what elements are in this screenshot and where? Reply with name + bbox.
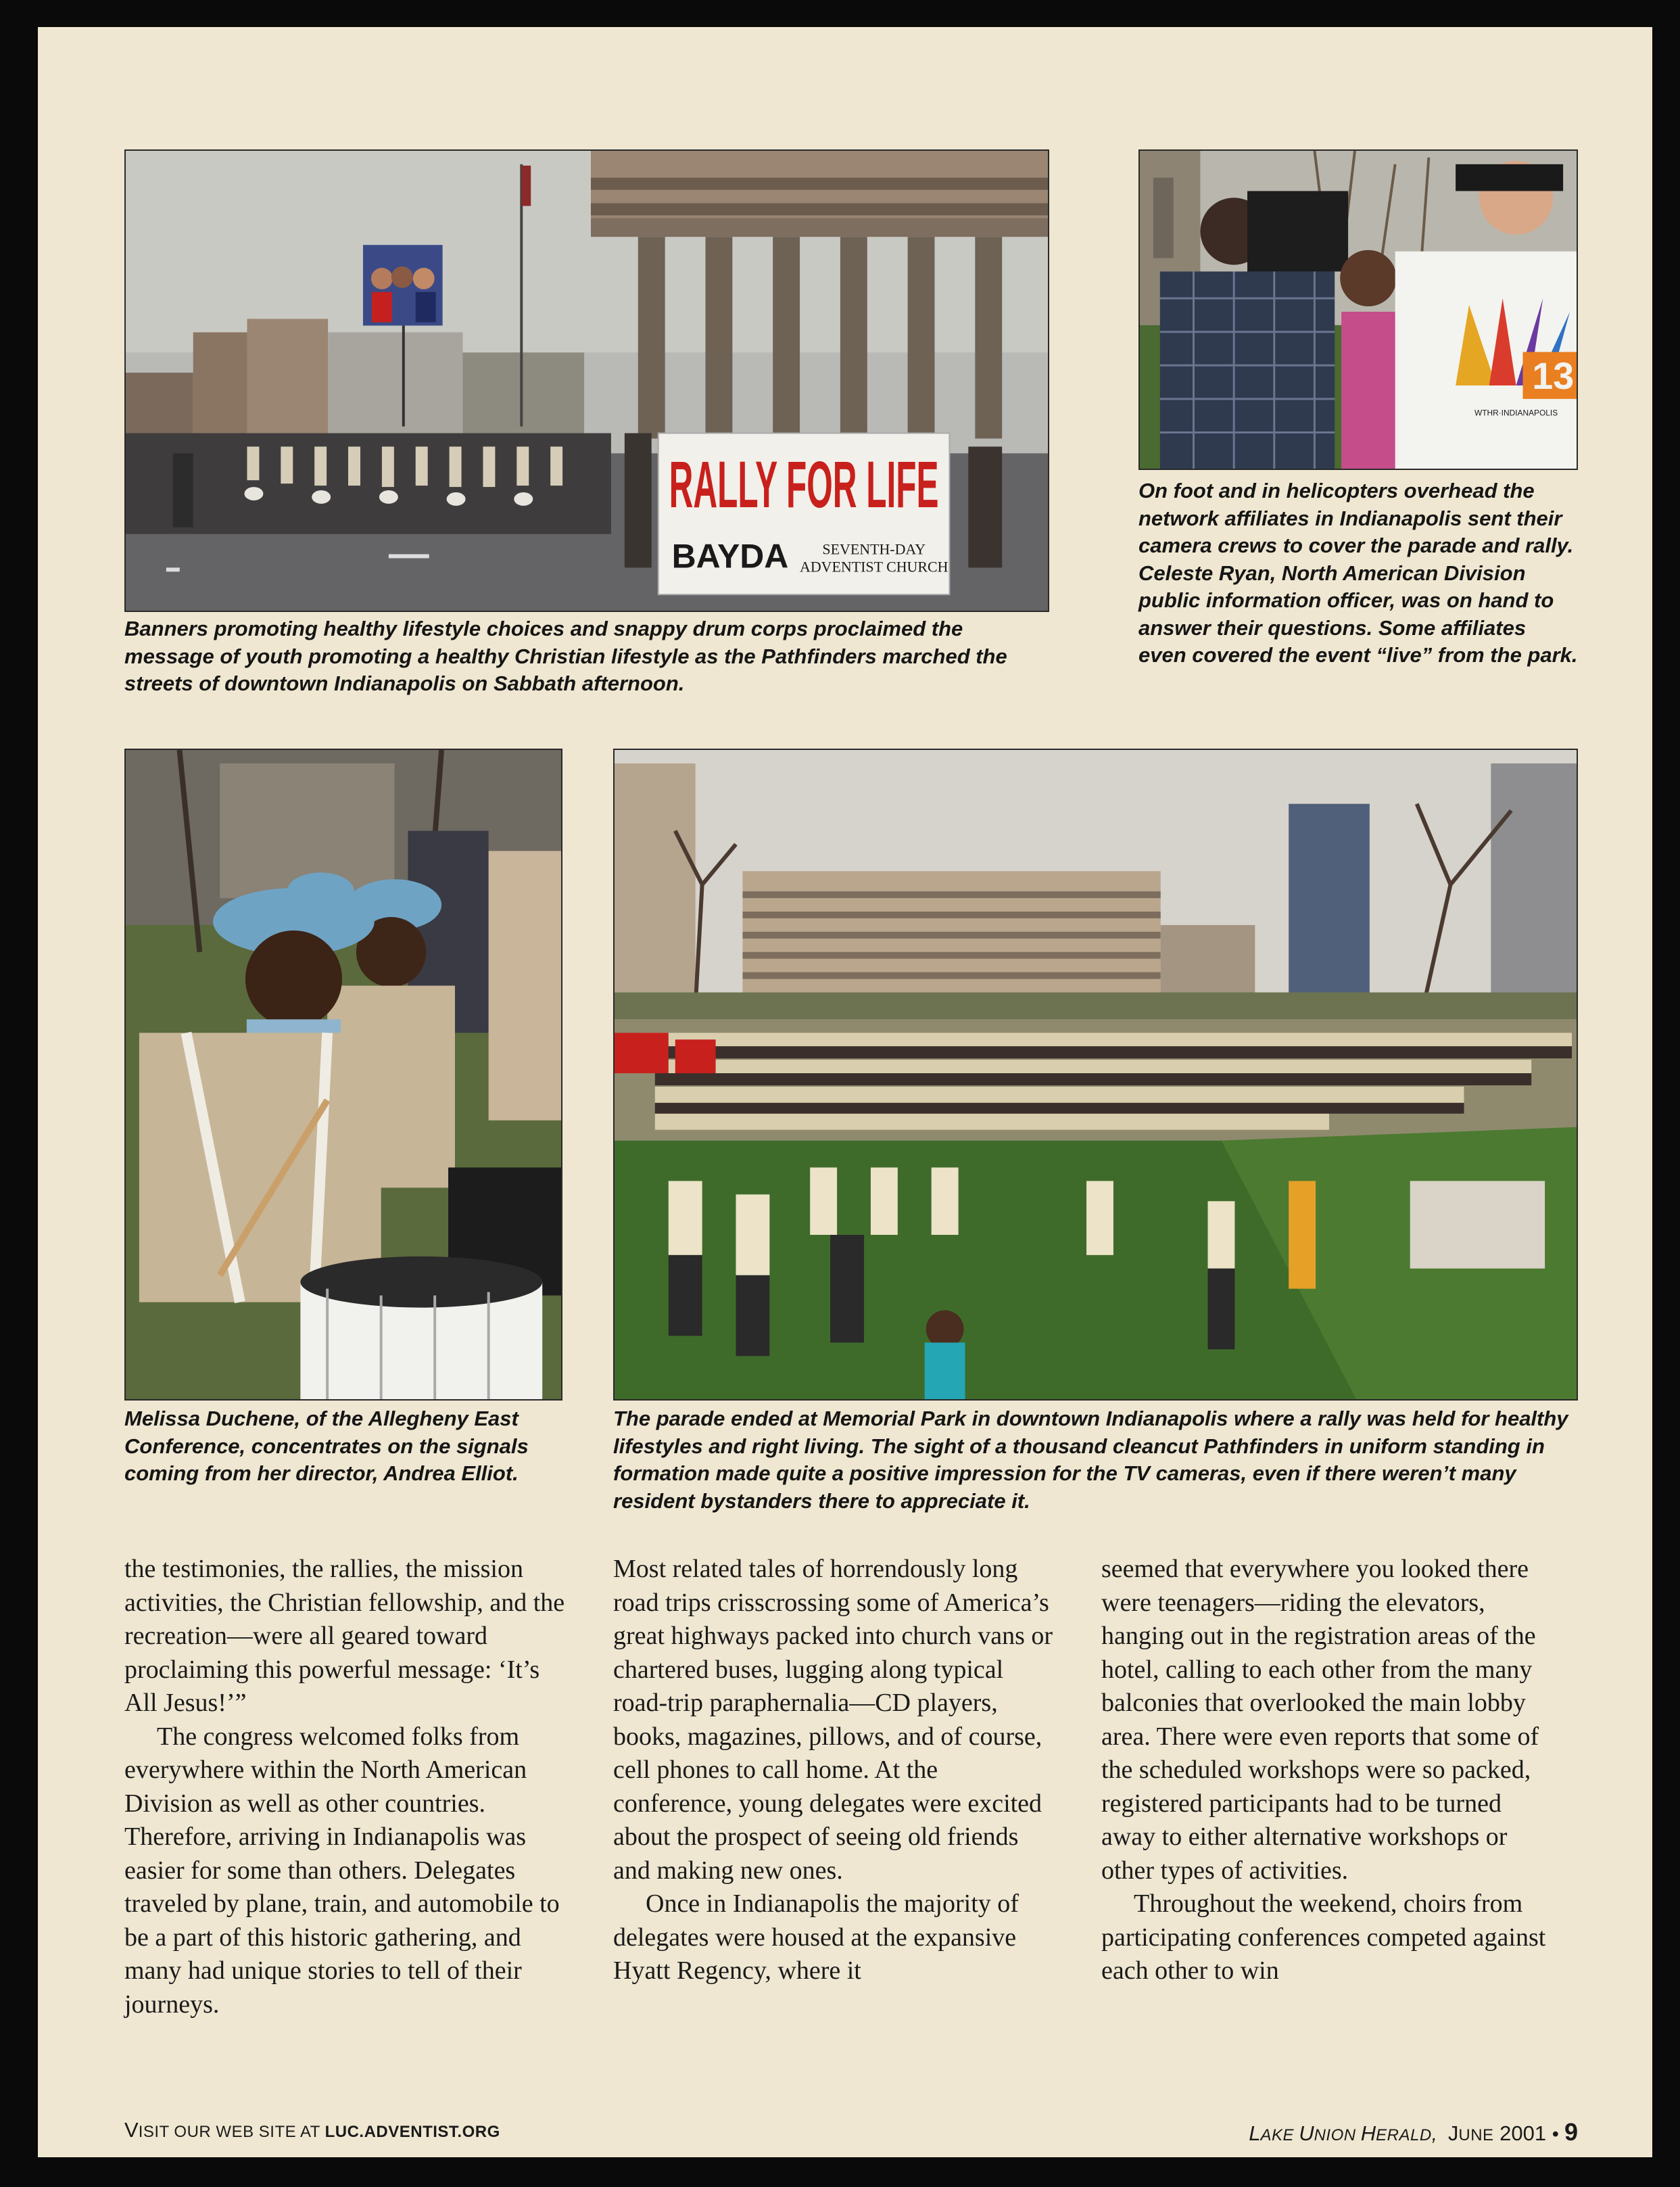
article-column-2 bbox=[613, 1553, 1059, 1988]
column-2-paragraph-1: Most related tales of horrendously long road trips crisscrossing some of America’s great highways packed into church vans or chartered buses, lugging along typical road-trip paraphernalia—CD players, books, magazines, pillows, and of course, cell phones to call home. At the conference, young delegates were excited about the prospect of seeing old friends and making new ones. bbox=[613, 1555, 1053, 1885]
column-1-paragraph-1: the testimonies, the rallies, the mission activities, the Christian fellowship, and the recreation—were all geared toward proclaiming this powerful message: ‘It’s All Jesus!’” bbox=[124, 1555, 565, 1717]
memorial-park-photo bbox=[613, 749, 1578, 1401]
column-3-paragraph-1: seemed that everywhere you looked there were teenagers—riding the elevators, hanging out in the registration areas of the hotel, calling to each other from the many balconies that overlooked the main lobby area. There were even reports that some of the scheduled workshops were so packed, registered participants had to be turned away to either alternative workshops or other types of activities. bbox=[1101, 1555, 1539, 1885]
page-number: 9 bbox=[1564, 2118, 1578, 2146]
column-3-paragraph-2: Throughout the weekend, choirs from participating conferences competed against each other to win bbox=[1101, 1889, 1546, 1985]
tv-crews-image bbox=[1140, 151, 1577, 469]
memorial-park-image bbox=[615, 750, 1577, 1399]
column-2-paragraph-2: Once in Indianapolis the majority of delegates were housed at the expansive Hyatt Regency, where it bbox=[613, 1889, 1019, 1985]
footer-publication: LAKE UNION HERALD, JUNE 2001 • 9 bbox=[1249, 2118, 1578, 2146]
parade-banner-image bbox=[126, 151, 1048, 611]
parade-banner-caption: Banners promoting healthy lifestyle choices and snappy drum corps proclaimed the message of youth promoting a healthy Christian lifestyle as the Pathfinders marched the streets of downtown Indianapolis on Sabbath afternoon. bbox=[124, 617, 1007, 695]
website-url: LUC.ADVENTIST.ORG bbox=[325, 2123, 500, 2141]
column-1-paragraph-2: The congress welcomed folks from everywhere within the North American Division as well as other countries. Therefore, arriving in Indianapolis was easier for some than others. Delegates traveled by plane, train, and automobile to be a part of this historic gathering, and many had unique stories to tell of their journeys. bbox=[124, 1722, 560, 2019]
article-column-3 bbox=[1101, 1553, 1547, 1988]
tshirt-number: 13 bbox=[1532, 355, 1575, 397]
memorial-park-caption: The parade ended at Memorial Park in downtown Indianapolis where a rally was held for healthy lifestyles and right living. The sight of a thousand cleancut Pathfinders in uniform standing in formation made quite a positive impression for the TV cameras, even if there weren’t many resident bystanders there to appreciate it. bbox=[613, 1407, 1568, 1513]
banner-main-text: RALLY FOR LIFE bbox=[669, 448, 939, 521]
tv-crews-photo bbox=[1138, 149, 1578, 470]
magazine-page bbox=[38, 27, 1652, 2157]
article-column-1 bbox=[124, 1553, 571, 2021]
banner-org-text: BAYDA bbox=[671, 537, 789, 575]
drummer-caption: Melissa Duchene, of the Allegheny East Conference, concentrates on the signals coming from her director, Andrea Elliot. bbox=[124, 1407, 529, 1485]
parade-banner-photo bbox=[124, 149, 1049, 612]
footer-website: VISIT OUR WEB SITE AT LUC.ADVENTIST.ORG bbox=[124, 2118, 500, 2142]
drummer-image bbox=[126, 750, 561, 1399]
drummer-photo bbox=[124, 749, 562, 1401]
banner-church-line1: SEVENTH-DAY bbox=[822, 540, 926, 558]
tshirt-station: WTHR·INDIANAPOLIS bbox=[1474, 408, 1558, 418]
tv-crews-caption: On foot and in helicopters overhead the network affiliates in Indianapolis sent their camera crews to cover the parade and rally. Celeste Ryan, North American Division public information officer, was on hand to answer their questions. Some affiliates even covered the event “live” from the park. bbox=[1138, 479, 1578, 667]
banner-church-line2: ADVENTIST CHURCH bbox=[800, 558, 949, 575]
